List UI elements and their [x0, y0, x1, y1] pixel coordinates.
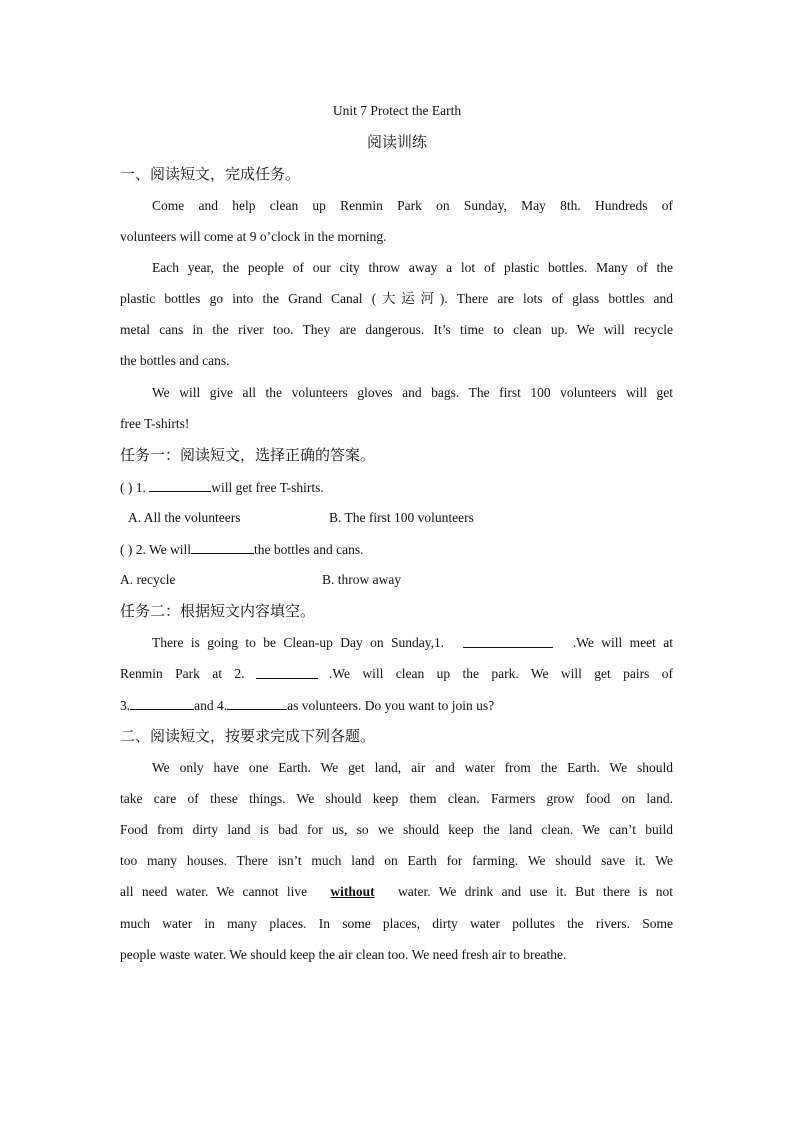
question-1-prefix: ( ) 1.	[120, 480, 150, 495]
underlined-word: without	[330, 884, 375, 899]
section-subtitle: 阅读训练	[366, 133, 427, 151]
unit-title: Unit 7 Protect the Earth	[332, 103, 462, 118]
passage2-line: much water in many places. In some places, dirty water pollutes the rivers. Some	[120, 916, 673, 931]
answer-blank[interactable]	[256, 665, 318, 679]
passage2-line: We only have one Earth. We get land, air and water from the Earth. We should	[152, 760, 673, 775]
question-1-option-a: A. All the volunteers	[128, 510, 241, 525]
fill-line-3-end: as volunteers. Do you want to join us?	[287, 698, 495, 713]
part2-heading: 二、阅读短文，按要求完成下列各题。	[120, 727, 376, 745]
answer-blank[interactable]	[191, 540, 254, 554]
passage1-line: Come and help clean up Renmin Park on Sunday, May 8th. Hundreds of	[152, 198, 673, 213]
question-1-suffix: will get free T-shirts.	[211, 480, 324, 495]
passage2-line: too many houses. There isn’t much land on Earth for farming. We should save it. We	[120, 853, 673, 868]
question-1-option-b: B. The first 100 volunteers	[329, 510, 474, 525]
answer-blank[interactable]	[149, 478, 211, 492]
passage1-line: We will give all the volunteers gloves and bags. The first 100 volunteers will get	[152, 385, 673, 400]
fill-line-3-mid: and 4.	[194, 698, 228, 713]
passage2-line: take care of these things. We should keep them clean. Farmers grow food on land.	[120, 791, 673, 806]
fill-line-3	[120, 696, 494, 715]
fill-line-2-end: .We will clean up the park. We will get pairs of	[328, 666, 673, 681]
passage2-line: Food from dirty land is bad for us, so we should keep the land clean. We can’t build	[120, 822, 673, 837]
fill-line-2-start: Renmin Park at 2.	[120, 666, 245, 681]
question-2	[120, 540, 364, 559]
question-2-option-a: A. recycle	[120, 572, 176, 587]
fill-line-1-end: .We will meet at	[572, 635, 673, 650]
passage2-line	[120, 883, 673, 901]
answer-blank[interactable]	[463, 634, 553, 648]
passage2-line-end: water. We drink and use it. But there is not	[398, 884, 673, 899]
fill-line-1	[152, 634, 673, 652]
question-2-prefix: ( ) 2. We will	[120, 542, 192, 557]
passage1-line: Each year, the people of our city throw away a lot of plastic bottles. Many of the	[152, 260, 673, 275]
passage1-line: free T-shirts!	[120, 416, 190, 431]
task2-heading: 任务二：根据短文内容填空。	[120, 602, 316, 620]
passage2-line-start: all need water. We cannot live	[120, 884, 308, 899]
passage1-line: plastic bottles go into the Grand Canal (大运河). There are lots of glass bottles and	[120, 291, 673, 306]
question-2-option-b: B. throw away	[322, 572, 402, 587]
question-1	[120, 478, 324, 497]
question-2-suffix: the bottles and cans.	[254, 542, 364, 557]
task1-heading: 任务一：阅读短文，选择正确的答案。	[120, 446, 376, 464]
part1-heading: 一、阅读短文，完成任务。	[120, 165, 301, 183]
fill-line-1-start: There is going to be Clean-up Day on Sunday,1.	[152, 635, 445, 650]
answer-blank[interactable]	[130, 696, 194, 710]
fill-line-2	[120, 665, 673, 683]
answer-blank[interactable]	[227, 696, 287, 710]
passage1-line: metal cans in the river too. They are dangerous. It’s time to clean up. We will recycle	[120, 322, 673, 337]
passage2-line: people waste water. We should keep the air clean too. We need fresh air to breathe.	[120, 947, 567, 962]
passage1-line: the bottles and cans.	[120, 353, 230, 368]
passage1-line: volunteers will come at 9 o’clock in the morning.	[120, 229, 387, 244]
fill-line-3-start: 3.	[120, 698, 131, 713]
